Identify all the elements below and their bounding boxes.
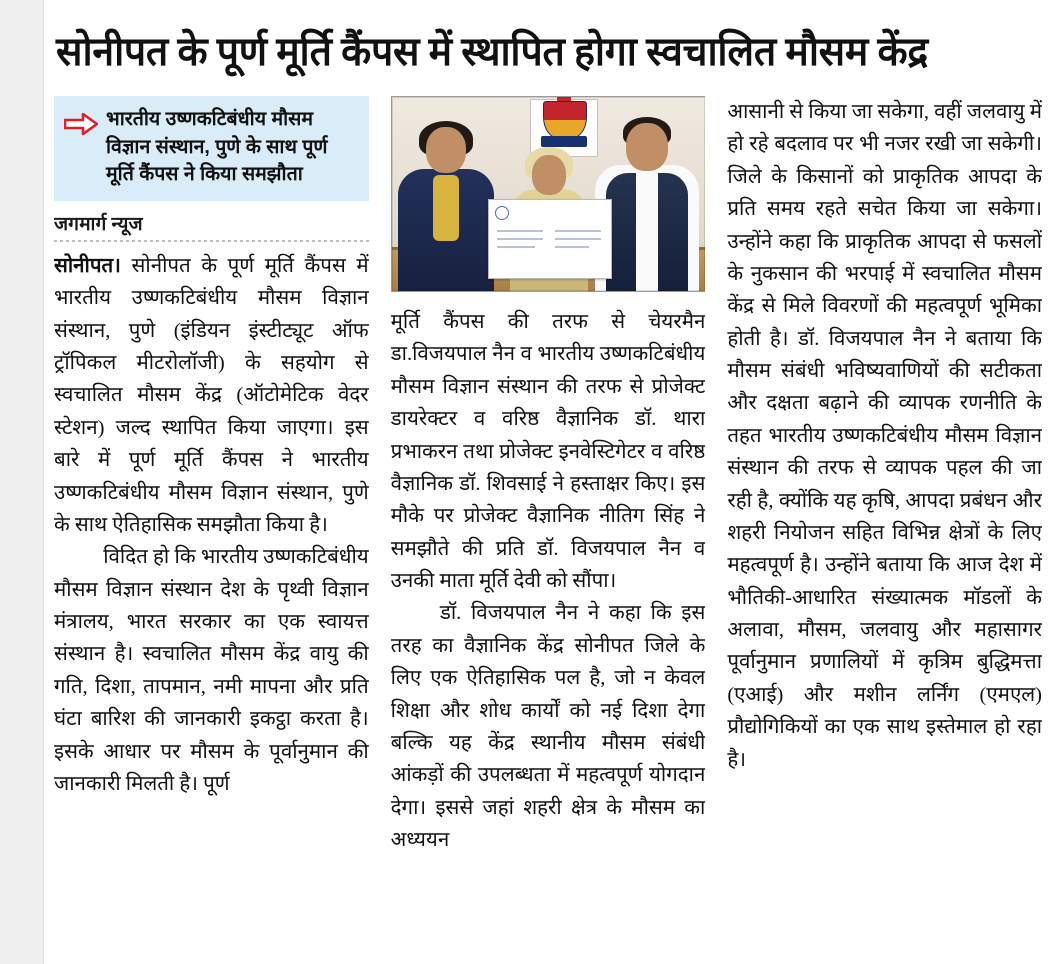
article-content	[44, 0, 1052, 964]
dateline: सोनीपत।	[54, 254, 121, 277]
photo-person-left	[398, 115, 494, 291]
page-title: सोनीपत के पूर्ण मूर्ति कैंपस में स्थापित होगा स्वचालित मौसम केंद्र	[55, 29, 928, 74]
paragraph: आसानी से किया जा सकेगा, वहीं जलवायु में हो रहे बदलाव पर भी नजर रखी जा सकेगी। जिले के किसानों को प्राकृतिक आपदा के प्रति समय रहते सचेत किया जा सकेगा। उन्होंने कहा कि प्राकृतिक आपदा से फसलों के नुकसान की भरपाई में स्वचालित मौसम केंद्र से मिले विवरणों की महत्वपूर्ण भूमिका होती है। डॉ. विजयपाल नैन ने बताया कि मौसम संबंधी भविष्यवाणियों की सटीकता और दक्षता बढ़ाने की व्यापक रणनीति के तहत भारतीय उष्णकटिबंधीय मौसम विज्ञान संस्थान की तरफ से व्यापक पहल की जा रही है, क्योंकि यह कृषि, आपदा प्रबंधन और शहरी नियोजन सहित विभिन्न क्षेत्रों के लिए महत्वपूर्ण है। उन्होंने बताया कि आज देश में भौतिकी-आधारित संख्यात्मक मॉडलों के अलावा, मौसम, जलवायु और महासागर पूर्वानुमान प्रणालियों में कृत्रिम बुद्धिमत्ता (एआई) और मशीन लर्निंग (एमएल) प्रौद्योगिकियों का एक साथ इस्तेमाल हो रहा है।	[727, 101, 1043, 771]
left-margin-strip	[0, 0, 43, 964]
paragraph: विदित हो कि भारतीय उष्णकटिबंधीय मौसम विज्ञान संस्थान देश के पृथ्वी विज्ञान मंत्रालय, भारत सरकार का एक स्वायत्त संस्थान है। स्वचालित मौसम केंद्र वायु की गति, दिशा, तापमान, नमी मापना और प्रति घंटा बारिश की जानकारी इकट्ठा करता है। इसके आधार पर मौसम के पूर्वानुमान की जानकारी मिलती है। पूर्ण	[54, 546, 369, 795]
column-2-body	[391, 306, 706, 856]
column-1	[54, 96, 369, 964]
red-arrow-icon	[64, 113, 98, 140]
column-2	[391, 96, 706, 964]
column-3	[727, 96, 1042, 964]
byline-divider	[54, 240, 369, 242]
teaser-text: भारतीय उष्णकटिबंधीय मौसम विज्ञान संस्थान, पुणे के साथ पूर्ण मूर्ति कैंपस ने किया समझौता	[106, 108, 328, 186]
column-3-body	[727, 96, 1042, 776]
paragraph: डॉ. विजयपाल नैन ने कहा कि इस तरह का वैज्ञानिक केंद्र सोनीपत जिले के लिए एक ऐतिहासिक पल है, जो न केवल शिक्षा और शोध कार्यों को नई दिशा देगा बल्कि यह केंद्र स्थानीय मौसम संबंधी आंकड़ों की उपलब्धता में महत्वपूर्ण योगदान देगा। इससे जहां शहरी क्षेत्र के मौसम का अध्ययन	[390, 602, 706, 851]
paragraph: सोनीपत। सोनीपत के पूर्ण मूर्ति कैंपस में भारतीय उष्णकटिबंधीय मौसम विज्ञान संस्थान, पुणे (इंडियन इंस्टीट्यूट ऑफ ट्रॉपिकल मीटरोलॉजी) के सहयोग से स्वचालित मौसम केंद्र (ऑटोमेटिक वेदर स्टेशन) जल्द स्थापित किया जाएगा। इस बारे में पूर्ण मूर्ति कैंपस ने भारतीय उष्णकटिबंधीय मौसम विज्ञान संस्थान, पुणे के साथ ऐतिहासिक समझौता किया है।	[54, 254, 369, 536]
paragraph: मूर्ति कैंपस की तरफ से चेयरमैन डा.विजयपाल नैन व भारतीय उष्णकटिबंधीय मौसम विज्ञान संस्थान की तरफ से प्रोजेक्ट डायरेक्टर व वरिष्ठ वैज्ञानिक डॉ. थारा प्रभाकरन तथा प्रोजेक्ट इनवेस्टिगेटर व वरिष्ठ वैज्ञानिक डॉ. शिवसाई ने हस्ताक्षर किए। इस मौके पर प्रोजेक्ट वैज्ञानिक नीतिग सिंह ने समझौते की प्रति डॉ. विजयपाल नैन व उनकी माता मूर्ति देवी को सौंपा।	[390, 311, 706, 592]
mou-document-icon	[488, 199, 612, 279]
article-photo	[391, 96, 706, 292]
column-1-body	[54, 250, 369, 800]
teaser-box	[54, 96, 369, 201]
byline: जगमार्ग न्यूज	[54, 214, 143, 236]
article-columns	[54, 96, 1042, 964]
